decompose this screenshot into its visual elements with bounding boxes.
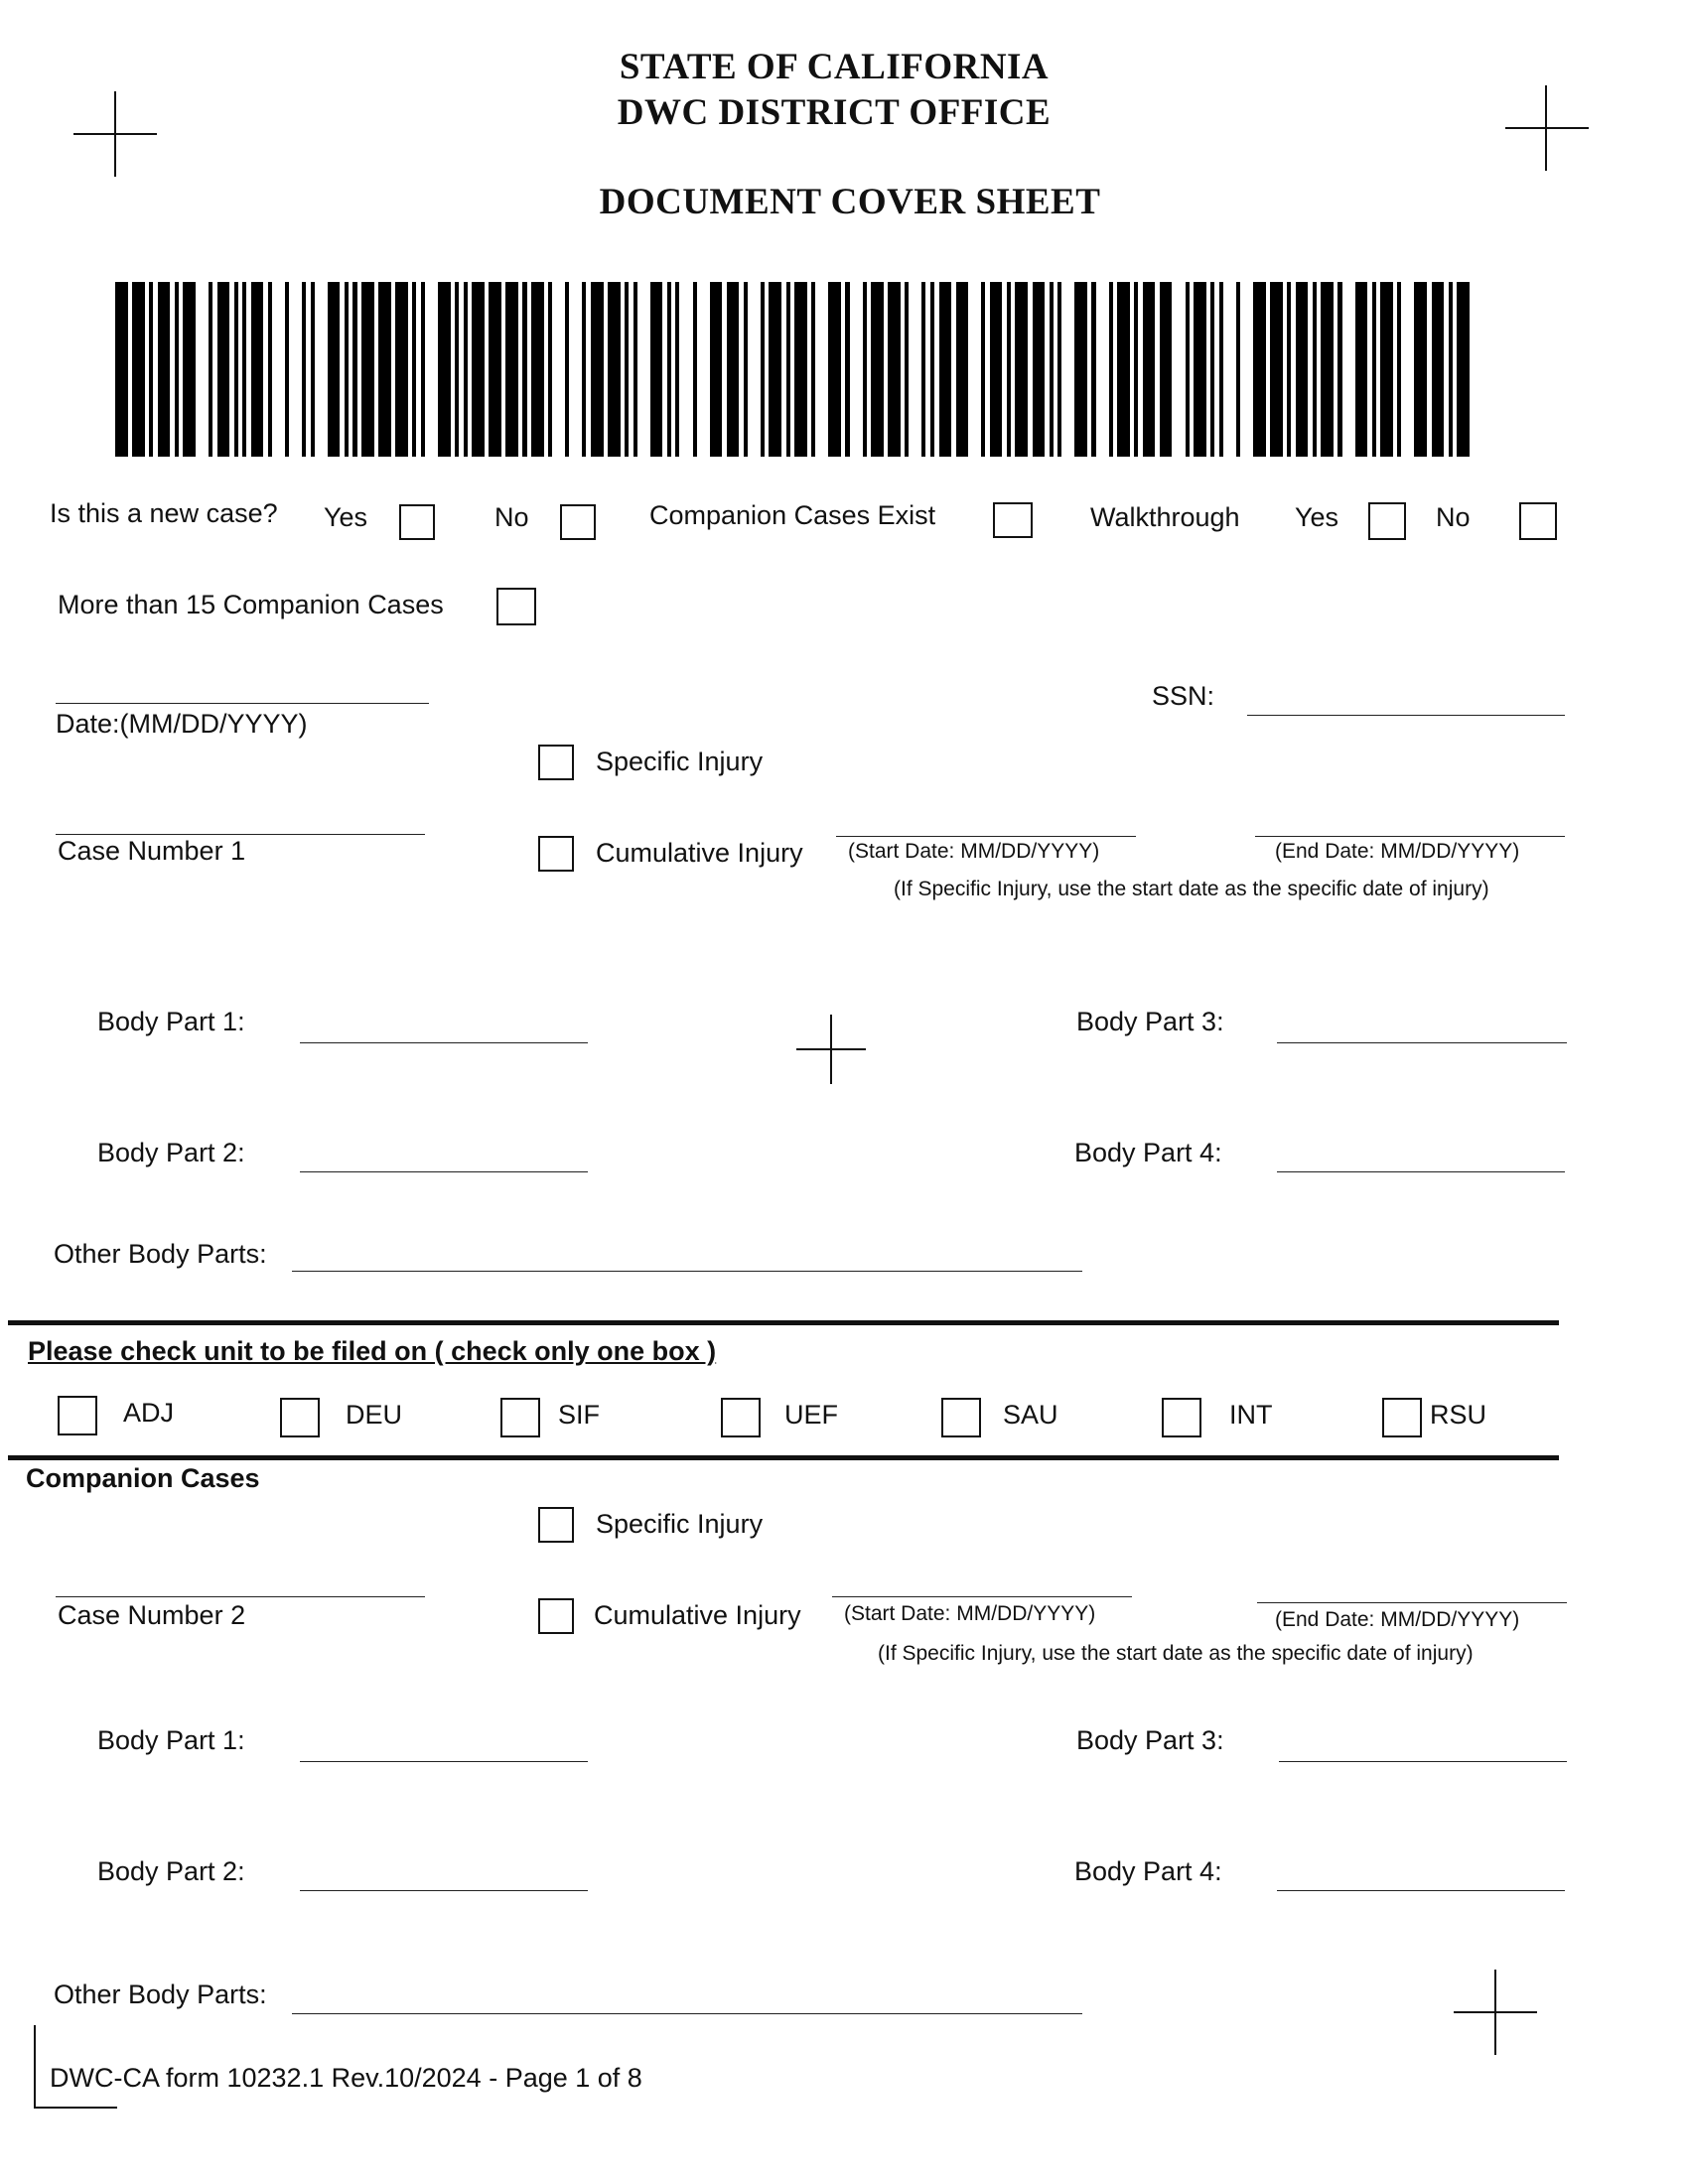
barcode-bar (505, 282, 518, 457)
barcode-bar (1109, 282, 1113, 457)
barcode-bar (863, 282, 867, 457)
new-case-question: Is this a new case? (50, 498, 278, 528)
barcode-bar (175, 282, 179, 457)
barcode-bar (1015, 282, 1028, 457)
case2-note: (If Specific Injury, use the start date as the specific date of injury) (878, 1642, 1474, 1665)
barcode-bar (990, 282, 1003, 457)
case1-number-line[interactable] (56, 834, 425, 835)
case2-other-body-parts-label: Other Body Parts: (54, 1979, 267, 2009)
barcode-bar (981, 282, 985, 457)
barcode-bar (395, 282, 408, 457)
unit-deu-checkbox[interactable] (280, 1398, 320, 1437)
barcode-bar (352, 282, 356, 457)
barcode-bar (1321, 282, 1334, 457)
barcode-bar (1270, 282, 1283, 457)
barcode-bar (132, 282, 145, 457)
barcode-bar (1380, 282, 1393, 457)
barcode-bar (1296, 282, 1309, 457)
barcode-bar (761, 282, 765, 457)
barcode-bar (845, 282, 849, 457)
barcode-bar (1457, 282, 1470, 457)
barcode-bar (710, 282, 723, 457)
barcode-bar (625, 282, 629, 457)
case2-cumulative-injury-checkbox[interactable] (538, 1598, 574, 1634)
unit-sau-checkbox[interactable] (941, 1398, 981, 1437)
barcode-bar (421, 282, 425, 457)
case1-body-part-4-label: Body Part 4: (1074, 1138, 1222, 1167)
unit-heading: Please check unit to be filed on ( check only one box ) (28, 1336, 717, 1366)
page-title: DOCUMENT COVER SHEET (599, 182, 1101, 222)
barcode-bar (251, 282, 264, 457)
barcode (115, 282, 1470, 457)
unit-rsu-label: RSU (1430, 1400, 1487, 1430)
case2-end-date-label: (End Date: MM/DD/YYYY) (1275, 1608, 1520, 1631)
case2-body-part-4-label: Body Part 4: (1074, 1856, 1222, 1886)
barcode-bar (1143, 282, 1156, 457)
barcode-bar (633, 282, 637, 457)
barcode-bar (361, 282, 374, 457)
barcode-bar (828, 282, 841, 457)
barcode-bar (1091, 282, 1095, 457)
barcode-bar (1007, 282, 1011, 457)
barcode-bar (727, 282, 740, 457)
case2-body-part-1-label: Body Part 1: (97, 1725, 245, 1755)
ssn-label: SSN: (1152, 681, 1215, 711)
date-input-line[interactable] (56, 703, 429, 704)
new-case-no-checkbox[interactable] (560, 504, 596, 540)
barcode-bar (1194, 282, 1206, 457)
case2-number-line[interactable] (56, 1596, 425, 1597)
case1-specific-injury-checkbox[interactable] (538, 745, 574, 780)
section-divider-top (8, 1320, 1559, 1325)
barcode-bar (412, 282, 416, 457)
ssn-input-line[interactable] (1247, 715, 1565, 716)
unit-adj-label: ADJ (123, 1398, 175, 1428)
barcode-bar (921, 282, 925, 457)
barcode-bar (489, 282, 501, 457)
walkthrough-no-label: No (1436, 502, 1471, 532)
case1-body-part-3-line[interactable] (1277, 1042, 1567, 1043)
barcode-bar (1372, 282, 1376, 457)
barcode-bar (1337, 282, 1341, 457)
barcode-bar (1414, 282, 1427, 457)
new-case-yes-label: Yes (324, 502, 368, 532)
barcode-bar (1057, 282, 1061, 457)
barcode-bar (1160, 282, 1173, 457)
barcode-bar (744, 282, 748, 457)
case1-start-date-label: (Start Date: MM/DD/YYYY) (848, 840, 1100, 863)
more-than-15-label: More than 15 Companion Cases (58, 590, 444, 619)
barcode-bar (939, 282, 952, 457)
unit-int-label: INT (1229, 1400, 1273, 1430)
barcode-bar (1287, 282, 1291, 457)
case1-body-part-2-label: Body Part 2: (97, 1138, 245, 1167)
case2-start-date-label: (Start Date: MM/DD/YYYY) (844, 1602, 1096, 1625)
barcode-bar (378, 282, 391, 457)
barcode-bar (608, 282, 621, 457)
barcode-bar (183, 282, 196, 457)
barcode-bar (1210, 282, 1214, 457)
barcode-bar (234, 282, 238, 457)
case2-body-part-2-line[interactable] (300, 1890, 588, 1891)
barcode-bar (209, 282, 212, 457)
barcode-bar (217, 282, 230, 457)
barcode-bar (548, 282, 552, 457)
case1-end-date-line[interactable] (1255, 836, 1565, 837)
case2-start-date-line[interactable] (832, 1596, 1132, 1597)
barcode-bar (1253, 282, 1266, 457)
case1-number-label: Case Number 1 (58, 836, 246, 866)
barcode-bar (302, 282, 306, 457)
case1-end-date-label: (End Date: MM/DD/YYYY) (1275, 840, 1520, 863)
case1-body-part-4-line[interactable] (1277, 1171, 1565, 1172)
unit-sif-label: SIF (558, 1400, 601, 1430)
case1-specific-injury-label: Specific Injury (596, 747, 764, 776)
unit-sif-checkbox[interactable] (500, 1398, 540, 1437)
barcode-bar (1050, 282, 1054, 457)
barcode-bar (1117, 282, 1130, 457)
form-footer: DWC-CA form 10232.1 Rev.10/2024 - Page 1 of 8 (50, 2063, 642, 2093)
date-label: Date:(MM/DD/YYYY) (56, 709, 308, 739)
case2-body-part-3-label: Body Part 3: (1076, 1725, 1224, 1755)
unit-sau-label: SAU (1003, 1400, 1058, 1430)
barcode-bar (811, 282, 815, 457)
companion-cases-exist-checkbox[interactable] (993, 502, 1033, 538)
barcode-bar (149, 282, 153, 457)
case2-specific-injury-checkbox[interactable] (538, 1507, 574, 1543)
barcode-bar (531, 282, 544, 457)
case2-cumulative-injury-label: Cumulative Injury (594, 1600, 801, 1630)
barcode-bar (472, 282, 485, 457)
barcode-bar (582, 282, 586, 457)
unit-int-checkbox[interactable] (1162, 1398, 1201, 1437)
case2-other-body-parts-line[interactable] (292, 2013, 1082, 2014)
case2-body-part-1-line[interactable] (300, 1761, 588, 1762)
barcode-bar (565, 282, 569, 457)
unit-rsu-checkbox[interactable] (1382, 1398, 1422, 1437)
header-state: STATE OF CALIFORNIA (619, 47, 1050, 87)
barcode-bar (769, 282, 781, 457)
barcode-bar (455, 282, 459, 457)
new-case-no-label: No (494, 502, 529, 532)
unit-adj-checkbox[interactable] (58, 1396, 97, 1435)
barcode-bar (328, 282, 341, 457)
unit-uef-checkbox[interactable] (721, 1398, 761, 1437)
unit-deu-label: DEU (346, 1400, 403, 1430)
barcode-bar (522, 282, 526, 457)
case1-body-part-3-label: Body Part 3: (1076, 1007, 1224, 1036)
barcode-bar (464, 282, 468, 457)
walkthrough-yes-checkbox[interactable] (1368, 502, 1406, 540)
barcode-bar (158, 282, 171, 457)
barcode-bar (693, 282, 697, 457)
case2-body-part-3-line[interactable] (1279, 1761, 1567, 1762)
case2-end-date-line[interactable] (1257, 1602, 1567, 1603)
barcode-bar (1449, 282, 1453, 457)
barcode-bar (285, 282, 289, 457)
walkthrough-no-checkbox[interactable] (1519, 502, 1557, 540)
barcode-bar (1074, 282, 1087, 457)
case1-cumulative-injury-label: Cumulative Injury (596, 838, 803, 868)
case2-body-part-2-label: Body Part 2: (97, 1856, 245, 1886)
barcode-bar (438, 282, 451, 457)
barcode-bar (794, 282, 807, 457)
barcode-bar (345, 282, 349, 457)
walkthrough-yes-label: Yes (1295, 502, 1339, 532)
barcode-bar (905, 282, 909, 457)
case1-body-part-1-line[interactable] (300, 1042, 588, 1043)
case1-other-body-parts-line[interactable] (292, 1271, 1082, 1272)
barcode-bar (1313, 282, 1317, 457)
barcode-bar (1355, 282, 1368, 457)
barcode-bar (930, 282, 934, 457)
unit-uef-label: UEF (784, 1400, 838, 1430)
case2-number-label: Case Number 2 (58, 1600, 246, 1630)
section-divider-bottom (8, 1455, 1559, 1460)
case1-start-date-line[interactable] (836, 836, 1136, 837)
barcode-bar (871, 282, 884, 457)
barcode-bar (1186, 282, 1190, 457)
case1-other-body-parts-label: Other Body Parts: (54, 1239, 267, 1269)
barcode-bar (311, 282, 315, 457)
walkthrough-label: Walkthrough (1090, 502, 1240, 532)
case1-cumulative-injury-checkbox[interactable] (538, 836, 574, 872)
barcode-bar (956, 282, 969, 457)
barcode-bar (650, 282, 663, 457)
barcode-bar (1397, 282, 1401, 457)
barcode-bar (115, 282, 128, 457)
barcode-bar (1134, 282, 1138, 457)
barcode-bar (242, 282, 246, 457)
barcode-bar (591, 282, 604, 457)
barcode-bar (268, 282, 272, 457)
companion-cases-exist-label: Companion Cases Exist (649, 500, 936, 530)
header-office: DWC DISTRICT OFFICE (617, 92, 1052, 133)
barcode-bar (1219, 282, 1223, 457)
barcode-bar (888, 282, 901, 457)
companion-cases-title: Companion Cases (26, 1463, 260, 1493)
case2-body-part-4-line[interactable] (1277, 1890, 1565, 1891)
barcode-bar (1236, 282, 1240, 457)
case2-specific-injury-label: Specific Injury (596, 1509, 764, 1539)
case1-body-part-1-label: Body Part 1: (97, 1007, 245, 1036)
case1-body-part-2-line[interactable] (300, 1171, 588, 1172)
barcode-bar (1033, 282, 1046, 457)
barcode-bar (675, 282, 679, 457)
barcode-bar (667, 282, 671, 457)
new-case-yes-checkbox[interactable] (399, 504, 435, 540)
barcode-bar (1432, 282, 1445, 457)
barcode-bar (786, 282, 790, 457)
more-than-15-checkbox[interactable] (496, 588, 536, 625)
case1-note: (If Specific Injury, use the start date as the specific date of injury) (894, 878, 1489, 900)
